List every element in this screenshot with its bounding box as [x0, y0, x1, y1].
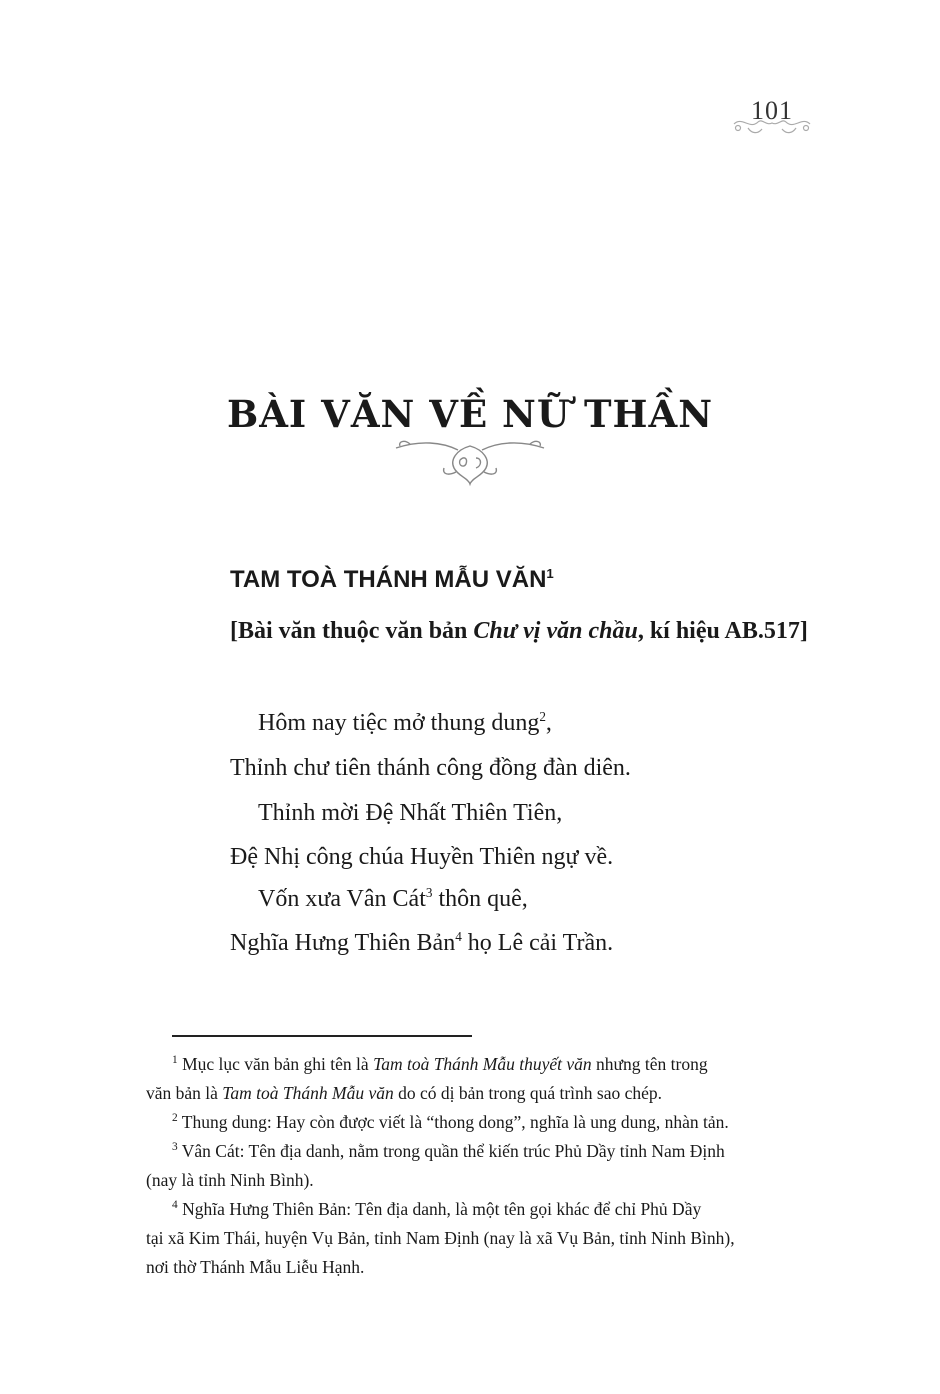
footnote-italic: Tam toà Thánh Mẫu thuyết văn: [373, 1054, 592, 1074]
verse-line: [230, 930, 613, 957]
footnote-mark: 2: [172, 1112, 178, 1125]
footnote-line: [146, 1137, 796, 1166]
verse-line: [230, 755, 631, 782]
footnote-mark: 3: [172, 1141, 178, 1154]
footnote-text: do có dị bản trong quá trình sao chép.: [393, 1083, 663, 1103]
footnote-ref-1: 1: [546, 566, 554, 581]
footnote-mark: 4: [172, 1199, 178, 1212]
verse-text-after: thôn quê,: [432, 886, 528, 912]
verse-line: [230, 844, 613, 871]
verse-line: [258, 800, 562, 827]
footnote-divider: [172, 1035, 472, 1037]
footnote-italic: Tam toà Thánh Mẫu văn: [222, 1083, 394, 1103]
footnote-text: văn bản là: [146, 1083, 223, 1103]
footnote-text: Thung dung: Hay còn được viết là “thong dong”, nghĩa là ung dung, nhàn tản.: [181, 1112, 729, 1132]
verse-text: Vốn xưa Vân Cát: [258, 886, 426, 912]
footnote-text: Mục lục văn bản ghi tên là: [182, 1054, 374, 1074]
footnote-2: [146, 1108, 796, 1137]
source-title: Chư vị văn chầu: [473, 618, 638, 644]
footnote-text: Vân Cát: Tên địa danh, nằm trong quần thể kiến trúc Phủ Dầy tỉnh Nam Định: [181, 1141, 725, 1161]
verse-line: [258, 710, 552, 737]
verse-text: Hôm nay tiệc mở thung dung: [258, 710, 540, 736]
footnote-text: Nghĩa Hưng Thiên Bản: Tên địa danh, là một tên gọi khác để chỉ Phủ Dầy: [182, 1199, 702, 1219]
footnote-ref-2: 2: [539, 709, 546, 724]
footnote-4: [146, 1195, 796, 1282]
section-heading: [230, 566, 554, 594]
verse-text: Thỉnh mời Đệ Nhất Thiên Tiên,: [258, 800, 563, 826]
footnote-ref-3: 3: [425, 885, 433, 900]
section-heading-text: TAM TOÀ THÁNH MẪU VĂN: [230, 566, 547, 593]
page-number-block: [730, 96, 814, 136]
verse-text-after: ,: [545, 710, 552, 736]
chapter-title: BÀI VĂN VỀ NỮ THẦN: [226, 392, 714, 436]
footnote-line: [146, 1079, 796, 1108]
source-note-open: [Bài văn thuộc văn bản: [230, 618, 474, 644]
page-number: 101: [751, 96, 793, 125]
footnote-3: [146, 1137, 796, 1195]
source-note-close: , kí hiệu AB.517]: [637, 618, 808, 644]
lotus-scroll-icon: [390, 436, 550, 490]
source-note: [230, 618, 808, 645]
footnote-text: nhưng tên trong: [591, 1054, 708, 1074]
footnote-line: [146, 1050, 796, 1079]
footnote-line: tại xã Kim Thái, huyện Vụ Bản, tỉnh Nam Định (nay là xã Vụ Bản, tỉnh Ninh Bình),: [146, 1228, 735, 1248]
verse-text: Đệ Nhị công chúa Huyền Thiên ngự về.: [230, 844, 614, 870]
footnote-line: (nay là tỉnh Ninh Bình).: [146, 1170, 314, 1190]
footnote-line: [146, 1195, 796, 1224]
footnote-line: nơi thờ Thánh Mẫu Liễu Hạnh.: [146, 1257, 365, 1277]
verse-text: Nghĩa Hưng Thiên Bản: [230, 930, 456, 956]
footnote-ref-4: 4: [455, 929, 462, 944]
verse-text-after: họ Lê cải Trần.: [461, 930, 614, 956]
footnote-line: [146, 1108, 796, 1137]
footnote-mark: 1: [172, 1054, 178, 1067]
footnote-1: [146, 1050, 796, 1108]
verse-text: Thỉnh chư tiên thánh công đồng đàn diên.: [230, 755, 631, 781]
verse-line: [258, 886, 528, 913]
